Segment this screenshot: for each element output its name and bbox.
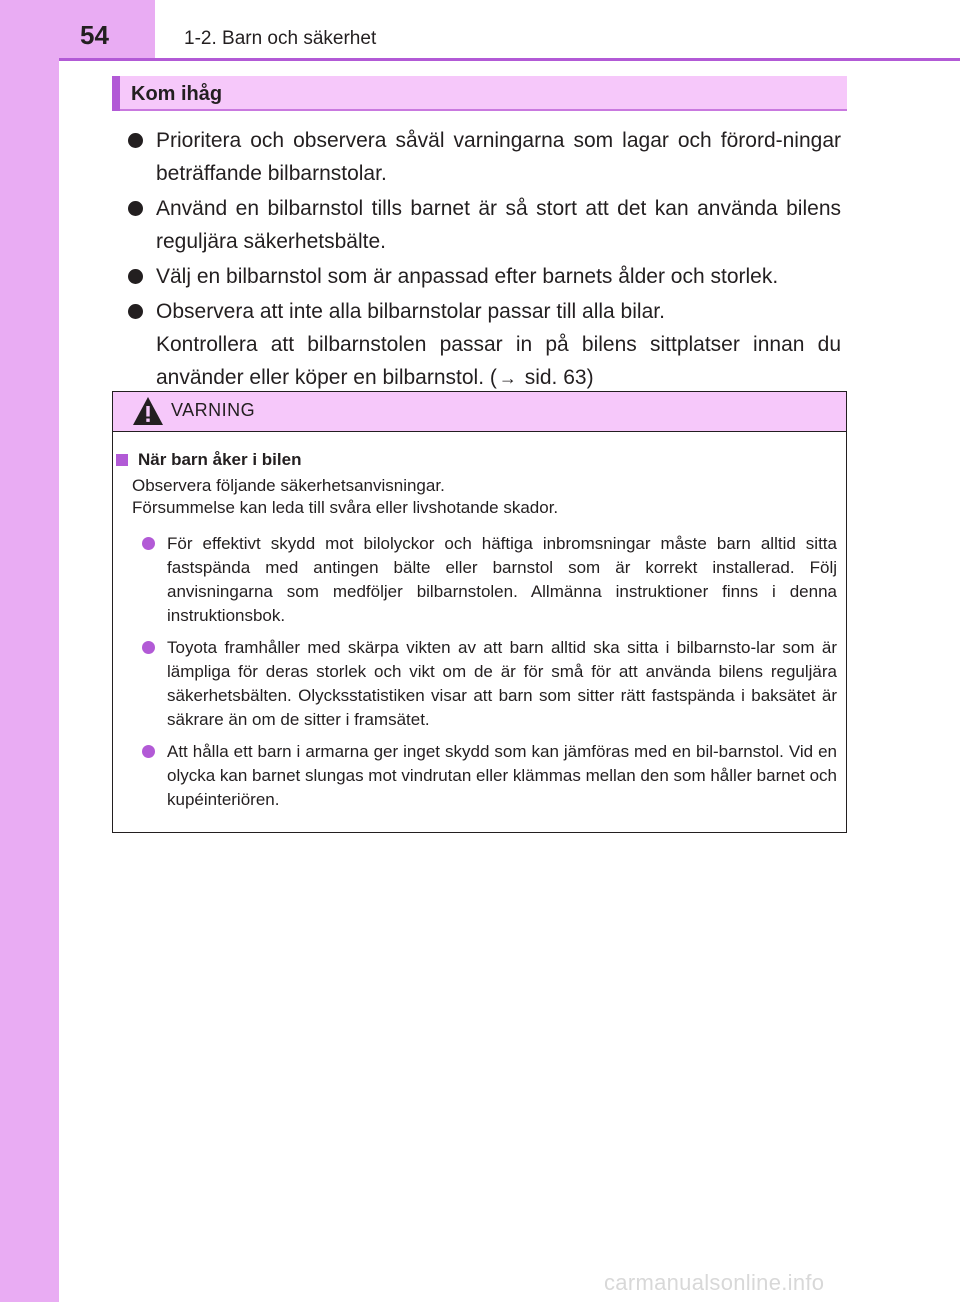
warning-intro — [113, 475, 846, 519]
warning-item-text: Toyota framhåller med skärpa vikten av att barn alltid ska sitta i bilbarnsto-lar som är lämpliga för deras storlek och vikt om de är för små för att använda bilens reguljära säkerhetsbälten. Olycksstatistiken visar att barn som sitter rätt fastspända i baksätet är säkrare än om de sitter i framsätet. — [167, 638, 837, 729]
remember-bullet-list — [125, 124, 841, 395]
continuation-text: Kontrollera att bilbarnstolen passar in på bilens sittplatser innan du använder eller köper en bilbarnstol. ( — [156, 333, 841, 389]
header-rule — [59, 58, 960, 61]
warning-item — [139, 740, 837, 812]
remember-title: Kom ihåg — [131, 83, 223, 105]
warning-subtitle-text: När barn åker i bilen — [138, 450, 302, 469]
remember-bullet — [125, 295, 841, 328]
warning-item-list — [113, 532, 846, 812]
warning-item — [139, 636, 837, 732]
bullet-dot-icon — [128, 304, 143, 319]
warning-item — [139, 532, 837, 628]
warning-body — [113, 448, 846, 812]
remember-bullet-text: Välj en bilbarnstol som är anpassad efter barnets ålder och storlek. — [156, 265, 779, 288]
warning-label: VARNING — [171, 400, 256, 420]
bullet-dot-icon — [128, 201, 143, 216]
remember-bullet — [125, 260, 841, 293]
bullet-dot-icon — [128, 269, 143, 284]
warning-triangle-icon — [132, 396, 164, 426]
warning-subtitle — [114, 448, 846, 472]
remember-header-bar — [112, 76, 847, 111]
watermark: carmanualsonline.info — [604, 1270, 825, 1295]
warning-intro-line: Observera följande säkerhetsanvisningar. — [132, 476, 445, 495]
remember-bullet-text: Använd en bilbarnstol tills barnet är så stort att det kan använda bilens reguljära säkerhetsbälte. — [156, 197, 841, 253]
remember-bullet-text: Observera att inte alla bilbarnstolar passar till alla bilar. — [156, 300, 665, 323]
warning-item-text: Att hålla ett barn i armarna ger inget skydd som kan jämföras med en bil-barnstol. Vid en olycka kan barnet slungas mot vindrutan eller klämmas mellan den som håller barnet och kupéinteriören. — [167, 742, 837, 809]
bullet-dot-icon — [128, 133, 143, 148]
page-number: 54 — [80, 20, 109, 50]
warning-header — [113, 392, 846, 432]
side-color-strip — [0, 0, 59, 1302]
bullet-dot-icon — [142, 641, 155, 654]
arrow-right-icon: → — [498, 368, 517, 388]
remember-bullet-text: Prioritera och observera såväl varningarna som lagar och förord-ningar beträffande bilbarnstolar. — [156, 129, 841, 185]
remember-continuation — [125, 328, 841, 395]
remember-header-accent — [112, 76, 120, 111]
page-reference-link[interactable]: sid. 63) — [518, 366, 594, 389]
remember-bullet — [125, 192, 841, 258]
remember-bullet — [125, 124, 841, 190]
bullet-dot-icon — [142, 537, 155, 550]
bullet-dot-icon — [142, 745, 155, 758]
square-bullet-icon — [116, 454, 128, 466]
warning-box — [112, 391, 847, 833]
warning-item-text: För effektivt skydd mot bilolyckor och häftiga inbromsningar måste barn alltid sitta fastspända med antingen bälte eller barnstol som är korrekt installerad. Följ anvisningarna som medföljer bilbarnstolen. Allmänna instruktioner finns i denna instruktionsbok. — [167, 534, 837, 625]
section-title: 1-2. Barn och säkerhet — [184, 28, 377, 49]
warning-intro-line: Försummelse kan leda till svåra eller livshotande skador. — [132, 498, 559, 517]
